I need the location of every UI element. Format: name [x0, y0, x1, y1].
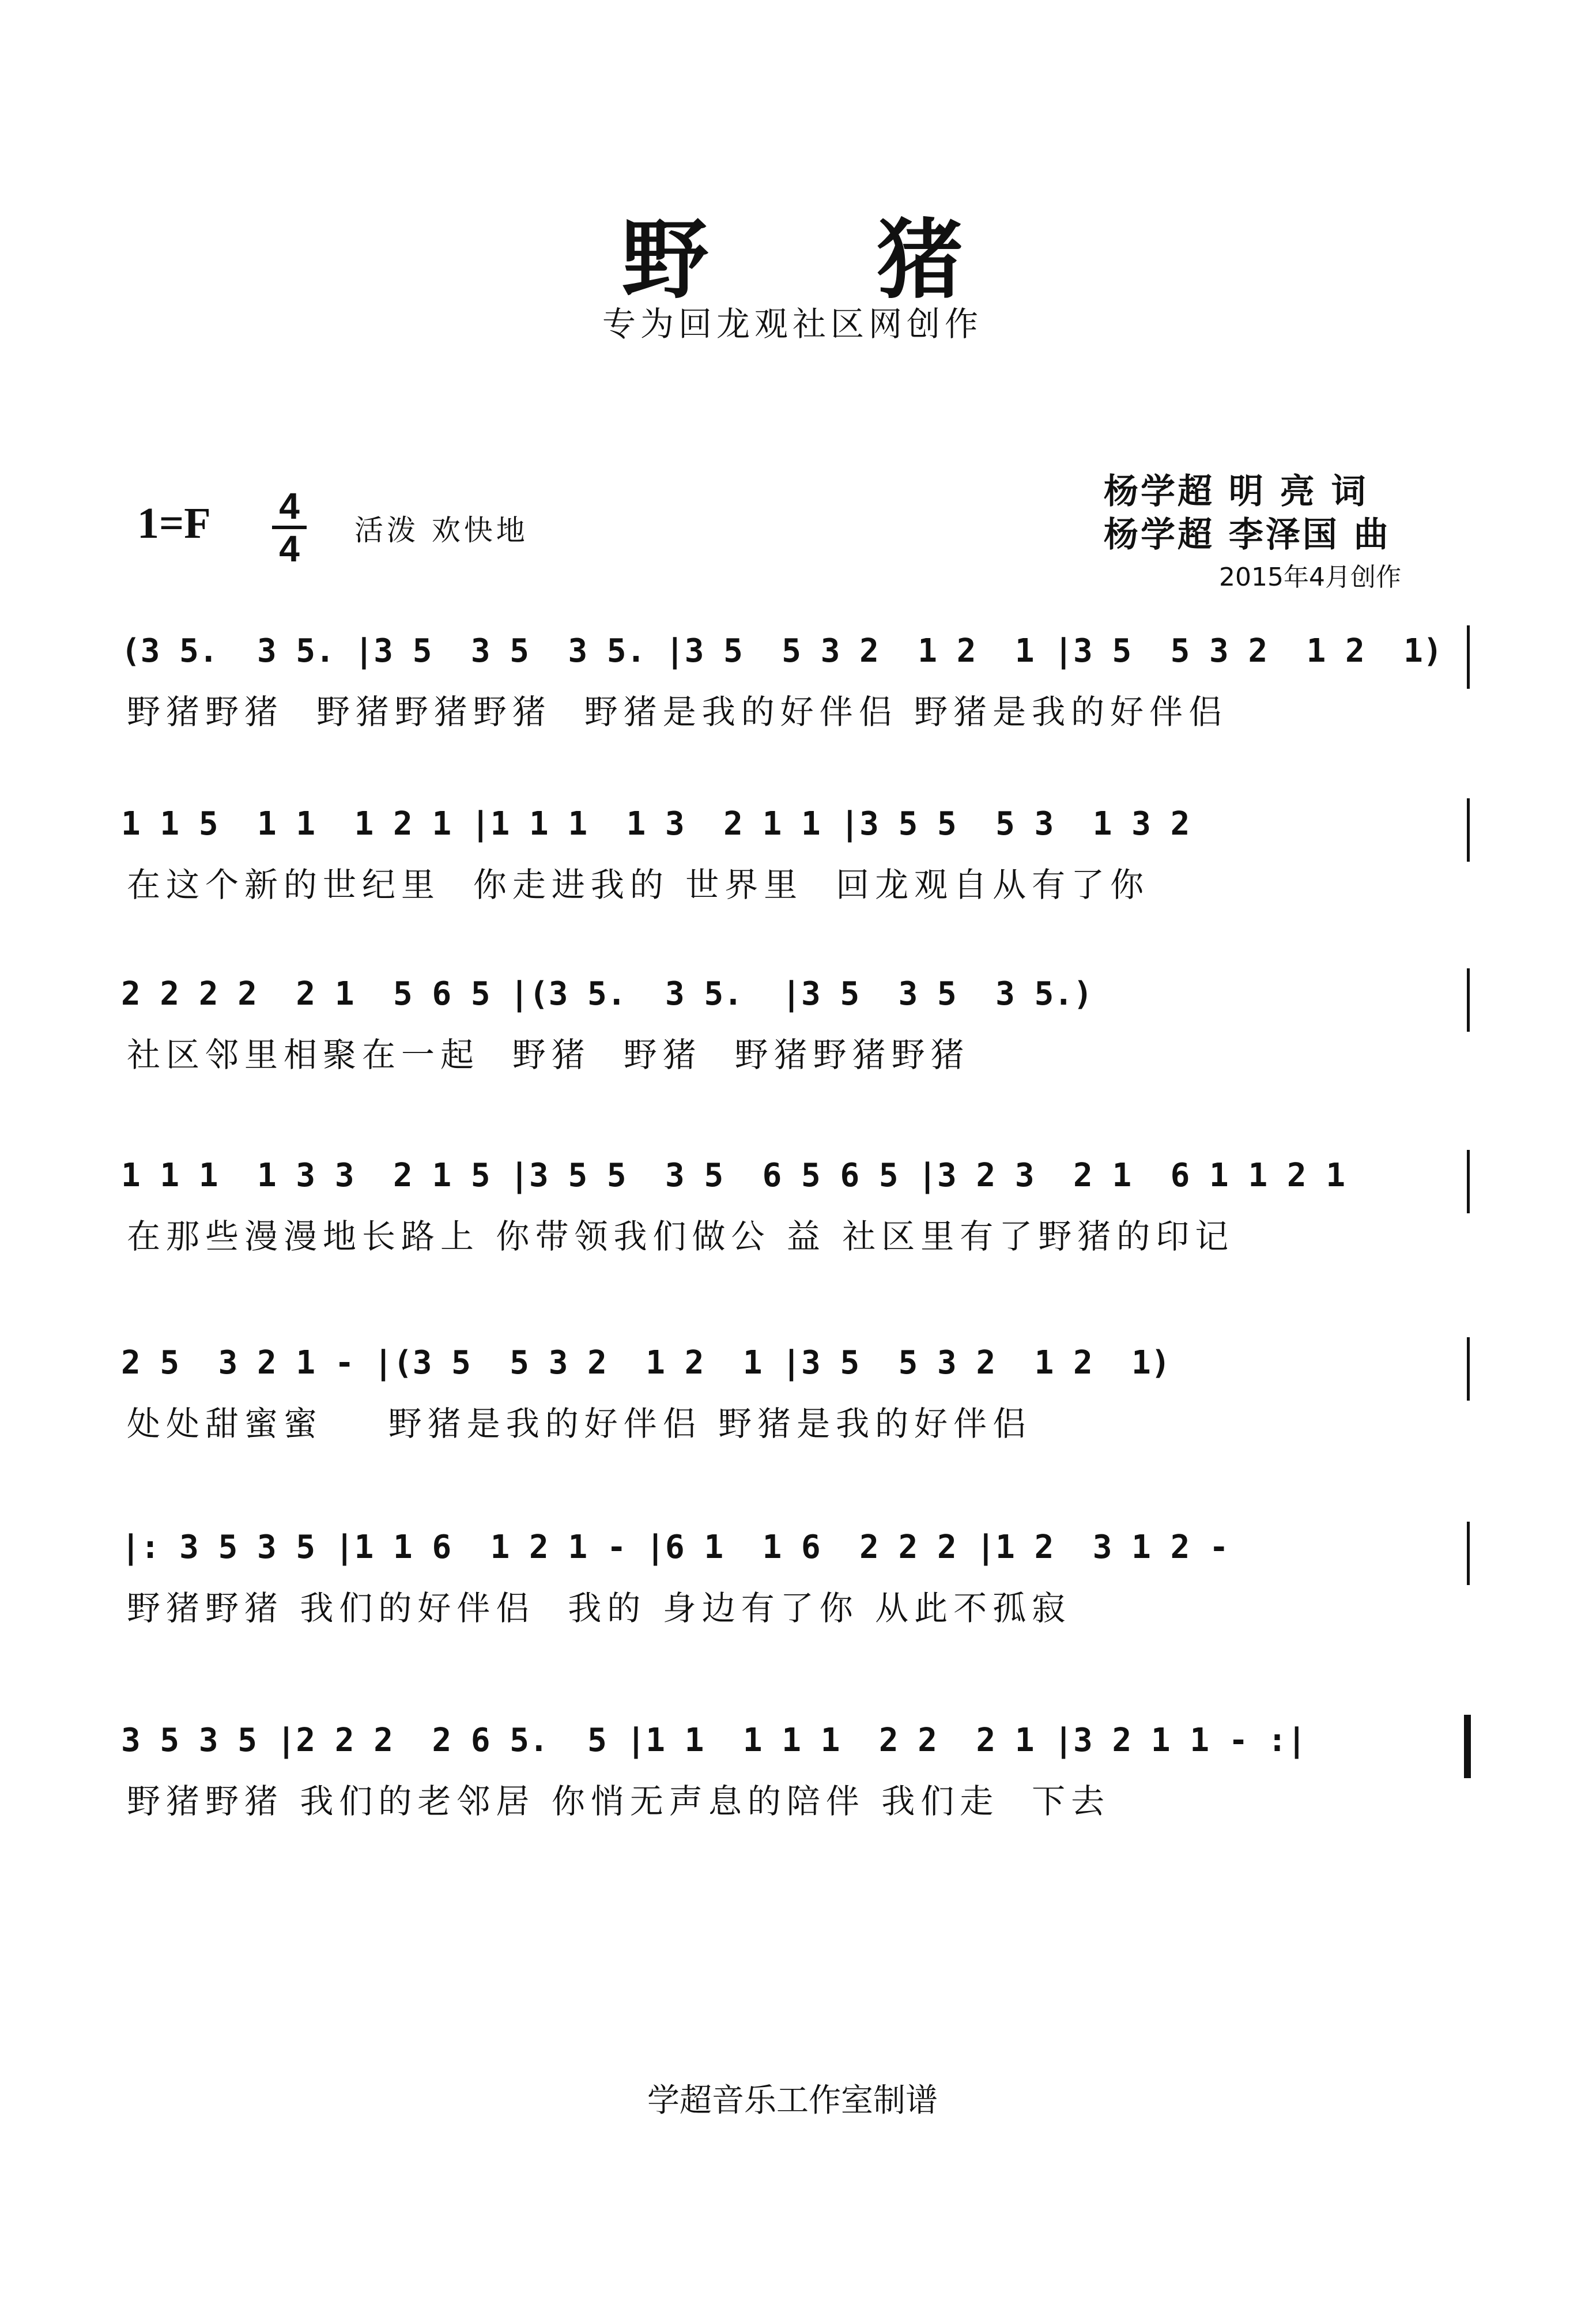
notation-line: |: 3 5 3 5 |1 1 6 1 2 1 - |6 1 1 6 2 2 2 |1 2 3 1 2 -: [121, 1529, 1229, 1566]
song-title: 野 猪: [621, 210, 1033, 311]
barline: [1467, 1337, 1470, 1401]
lyric-line: 野猪野猪 野猪野猪野猪 野猪是我的好伴侣 野猪是我的好伴侣: [127, 692, 1228, 731]
notation-line: 2 2 2 2 2 1 5 6 5 |(3 5. 3 5. |3 5 3 5 3 5.): [121, 975, 1093, 1013]
composition-date: 2015年4月创作: [1219, 563, 1401, 592]
key-signature: 1=F: [137, 499, 211, 548]
notation-line: 1 1 1 1 3 3 2 1 5 |3 5 5 3 5 6 5 6 5 |3 2 3 2 1 6 1 1 2 1: [121, 1157, 1346, 1194]
song-subtitle: 专为回龙观社区网创作: [602, 304, 983, 344]
tempo-marking: 活泼 欢快地: [354, 514, 529, 547]
credit-music: 杨学超 李泽国 曲: [1104, 515, 1391, 555]
time-signature-bottom: 4: [279, 528, 300, 569]
lyric-line: 在那些漫漫地长路上 你带领我们做公 益 社区里有了野猪的印记: [127, 1217, 1235, 1256]
notation-line: (3 5. 3 5. |3 5 3 5 3 5. |3 5 5 3 2 1 2 1 |3 5 5 3 2 1 2 1): [121, 632, 1443, 670]
lyric-line: 野猪野猪 我们的老邻居 你悄无声息的陪伴 我们走 下去: [127, 1782, 1111, 1821]
lyric-line: 在这个新的世纪里 你走进我的 世界里 回龙观自从有了你: [127, 865, 1150, 904]
time-signature: [272, 485, 307, 569]
barline: [1467, 798, 1470, 862]
notation-line: 2 5 3 2 1 - |(3 5 5 3 2 1 2 1 |3 5 5 3 2 1 2 1): [121, 1344, 1171, 1382]
credit-lyrics: 杨学超 明 亮 词: [1104, 471, 1368, 512]
lyric-line: 社区邻里相聚在一起 野猪 野猪 野猪野猪野猪: [127, 1035, 970, 1074]
barline: [1467, 625, 1470, 689]
barline: [1467, 1150, 1470, 1213]
barline: [1467, 968, 1470, 1032]
final-barline: [1464, 1715, 1471, 1778]
lyric-line: 野猪野猪 我们的好伴侣 我的 身边有了你 从此不孤寂: [127, 1589, 1071, 1628]
notation-line: 3 5 3 5 |2 2 2 2 6 5. 5 |1 1 1 1 1 2 2 2 1 |3 2 1 1 - :|: [121, 1722, 1307, 1759]
time-signature-top: 4: [279, 485, 300, 527]
notation-line: 1 1 5 1 1 1 2 1 |1 1 1 1 3 2 1 1 |3 5 5 5 3 1 3 2: [121, 805, 1190, 843]
barline: [1467, 1522, 1470, 1585]
footer-credit: 学超音乐工作室制谱: [647, 2082, 938, 2119]
lyric-line: 处处甜蜜蜜 野猪是我的好伴侣 野猪是我的好伴侣: [127, 1404, 1032, 1443]
